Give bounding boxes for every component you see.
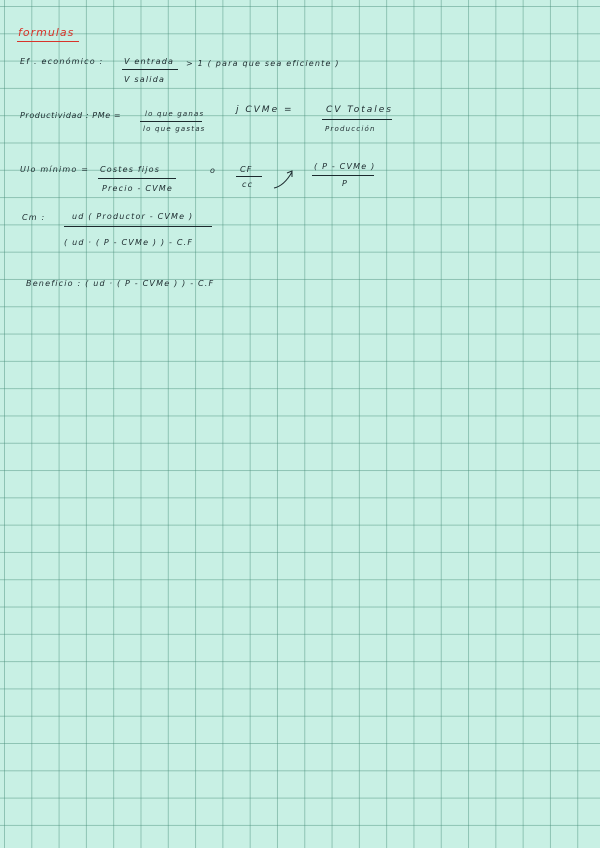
cvme-numerator: CV Totales: [326, 105, 393, 115]
ef-condition: > 1 ( para que sea eficiente ): [186, 59, 340, 68]
arrow-icon: [272, 168, 296, 190]
title-underline: [17, 41, 79, 42]
ben-label: Beneficio : ( ud · ( P - CVMe ) ) - C.F: [26, 279, 215, 288]
cvme-denominator: Producción: [325, 125, 376, 133]
ef-fraction-bar: [122, 69, 178, 70]
um-alt-fraction-bar: [236, 176, 262, 177]
prod-label: Productividad : PMe =: [20, 111, 122, 120]
prod-fraction-bar: [140, 121, 202, 122]
cm-fraction-bar: [64, 226, 212, 227]
cm-denominator: ( ud · ( P - CVMe ) ) - C.F: [64, 238, 194, 247]
cm-label: Cm :: [22, 213, 46, 222]
um-fraction-bar: [98, 178, 176, 179]
um-numerator: Costes fijos: [100, 165, 161, 174]
prod-numerator: lo que ganas: [145, 110, 205, 118]
page-title: formulas: [18, 26, 75, 39]
ef-denominator: V salida: [124, 75, 166, 84]
um-alt-numerator: CF: [240, 165, 253, 174]
ef-numerator: V entrada: [124, 57, 175, 66]
prod-denominator: lo que gastas: [143, 125, 206, 133]
um-denominator: Precio - CVMe: [102, 184, 174, 193]
um-frac-numerator: ( P - CVMe ): [314, 162, 376, 171]
um-or: o: [210, 166, 217, 175]
um-frac-denominator: P: [342, 179, 349, 188]
cvme-fraction-bar: [322, 119, 392, 120]
um-alt-denominator: cc: [242, 180, 254, 189]
cm-numerator: ud ( Productor - CVMe ): [72, 212, 194, 221]
um-label: Ulo mínimo =: [20, 165, 90, 174]
ef-label: Ef . económico :: [20, 57, 104, 66]
cvme-label: j CVMe =: [236, 105, 294, 115]
um-frac-bar: [312, 175, 374, 176]
